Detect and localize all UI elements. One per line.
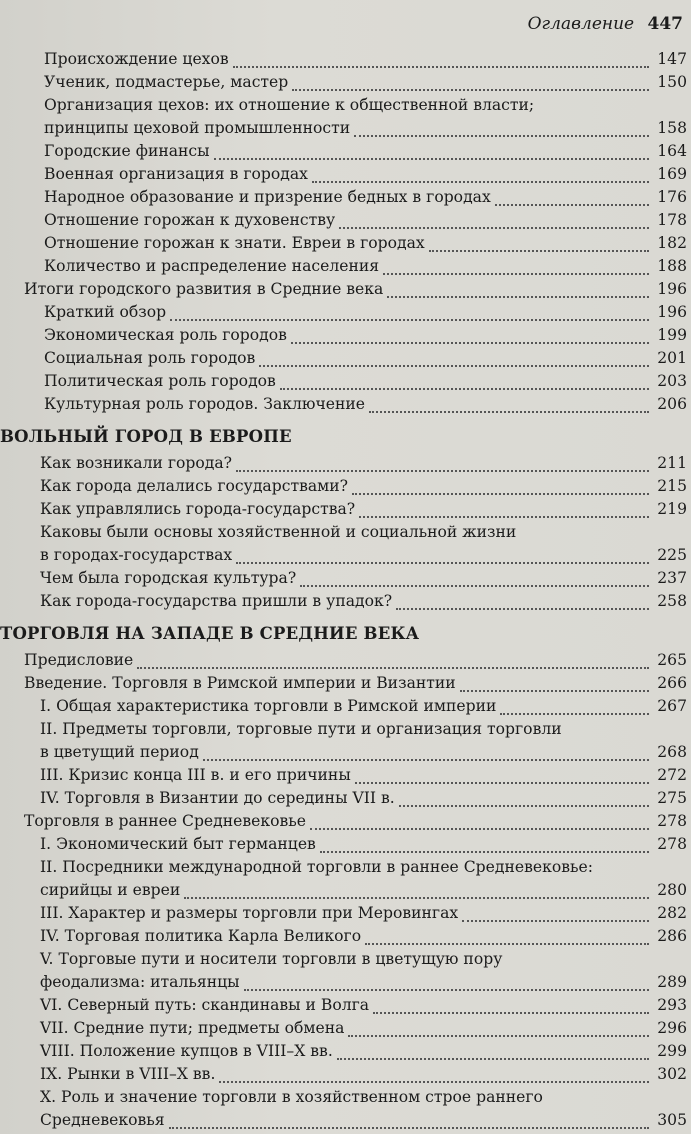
dot-leader: [365, 943, 649, 945]
toc-entry[interactable]: [0, 925, 691, 948]
toc-entry-title: Чем была городская культура?: [40, 569, 297, 587]
dot-leader: [280, 388, 649, 390]
dot-leader: [214, 158, 649, 160]
toc-entry-title-cont: феодализма: итальянцы: [40, 973, 240, 991]
toc-entry-title: Ученик, подмастерье, мастер: [44, 73, 289, 91]
toc-entry-page: 282: [657, 904, 687, 922]
dot-leader: [292, 89, 649, 91]
dot-leader: [396, 608, 649, 610]
toc-entry-continuation[interactable]: [0, 971, 691, 994]
toc-entry-page: 196: [657, 280, 687, 298]
dot-leader: [236, 470, 649, 472]
toc-entry-title: I. Общая характеристика торговли в Римской империи: [40, 697, 497, 715]
toc-entry-title: VII. Средние пути; предметы обмена: [40, 1019, 345, 1037]
toc-entry-title: Как возникали города?: [40, 454, 233, 472]
toc-entry-page: 188: [657, 257, 687, 275]
dot-leader: [236, 562, 649, 564]
toc-entry-title: Организация цехов: их отношение к общественной власти;: [44, 96, 535, 114]
toc-entry-page: 278: [657, 835, 687, 853]
dot-leader: [203, 759, 649, 761]
toc-entry[interactable]: [0, 994, 691, 1017]
toc-entry-title: IX. Рынки в VIII–X вв.: [40, 1065, 216, 1083]
toc-entry-title: Происхождение цехов: [44, 50, 229, 68]
toc-entry[interactable]: [0, 902, 691, 925]
toc-entry-page: 293: [657, 996, 687, 1014]
dot-leader: [354, 135, 649, 137]
dot-leader: [369, 411, 649, 413]
toc-entry-title: VIII. Положение купцов в VIII–X вв.: [40, 1042, 333, 1060]
toc-entry-title: IV. Торговая политика Карла Великого: [40, 927, 362, 945]
dot-leader: [310, 828, 649, 830]
dot-leader: [460, 690, 649, 692]
toc-entry-line[interactable]: [0, 521, 691, 544]
dot-leader: [219, 1081, 649, 1083]
toc-entry-page: 158: [657, 119, 687, 137]
toc-entry-continuation[interactable]: [0, 1109, 691, 1132]
toc-entry-title: Введение. Торговля в Римской империи и Византии: [24, 674, 456, 692]
toc-entry[interactable]: [0, 1063, 691, 1086]
running-head-title: Оглавление: [527, 14, 635, 34]
toc-entry[interactable]: [0, 810, 691, 833]
toc-entry-page: 150: [657, 73, 687, 91]
table-of-contents: [0, 48, 691, 1132]
toc-entry-title: Военная организация в городах: [44, 165, 308, 183]
toc-entry-page: 182: [657, 234, 687, 252]
dot-leader: [462, 920, 649, 922]
dot-leader: [320, 851, 649, 853]
toc-entry-page: 275: [657, 789, 687, 807]
toc-entry-line[interactable]: [0, 718, 691, 741]
toc-entry-page: 296: [657, 1019, 687, 1037]
dot-leader: [300, 585, 649, 587]
toc-entry-title: X. Роль и значение торговли в хозяйственном строе раннего: [40, 1088, 543, 1106]
dot-leader: [291, 342, 649, 344]
toc-entry[interactable]: [0, 787, 691, 810]
toc-entry[interactable]: [0, 232, 691, 255]
dot-leader: [373, 1012, 649, 1014]
toc-entry-line[interactable]: [0, 948, 691, 971]
toc-entry-title: I. Экономический быт германцев: [40, 835, 316, 853]
dot-leader: [137, 667, 649, 669]
toc-entry-page: 272: [657, 766, 687, 784]
dot-leader: [500, 713, 649, 715]
toc-entry-page: 203: [657, 372, 687, 390]
toc-entry-title: III. Кризис конца III в. и его причины: [40, 766, 351, 784]
toc-entry-page: 286: [657, 927, 687, 945]
toc-entry-title-cont: сирийцы и евреи: [40, 881, 181, 899]
toc-entry-title: VI. Северный путь: скандинавы и Волга: [40, 996, 370, 1014]
toc-entry[interactable]: [0, 140, 691, 163]
toc-entry-title: Торговля в раннее Средневековье: [24, 812, 307, 830]
dot-leader: [399, 805, 649, 807]
toc-entry-title: Народное образование и призрение бедных в городах: [44, 188, 491, 206]
toc-entry-line[interactable]: [0, 1086, 691, 1109]
toc-entry[interactable]: [0, 567, 691, 590]
toc-entry-title: III. Характер и размеры торговли при Меровингах: [40, 904, 459, 922]
toc-entry-continuation[interactable]: [0, 117, 691, 140]
toc-entry-page: 147: [657, 50, 687, 68]
toc-entry-title: II. Посредники международной торговли в раннее Средневековье:: [40, 858, 593, 876]
toc-entry-title: Как управлялись города-государства?: [40, 500, 356, 518]
toc-entry-page: 302: [657, 1065, 687, 1083]
toc-entry-page: 219: [657, 500, 687, 518]
dot-leader: [359, 516, 649, 518]
dot-leader: [387, 296, 649, 298]
section-heading: ТОРГОВЛЯ НА ЗАПАДЕ В СРЕДНИЕ ВЕКА: [0, 624, 420, 643]
toc-entry-title: Как города делались государствами?: [40, 477, 349, 495]
dot-leader: [352, 493, 649, 495]
toc-entry-title: Культурная роль городов. Заключение: [44, 395, 366, 413]
toc-entry-page: 299: [657, 1042, 687, 1060]
toc-entry-title: Отношение горожан к духовенству: [44, 211, 336, 229]
toc-entry-page: 278: [657, 812, 687, 830]
toc-entry-continuation[interactable]: [0, 741, 691, 764]
toc-entry-page: 178: [657, 211, 687, 229]
toc-entry-page: 289: [657, 973, 687, 991]
toc-entry-title: Городские финансы: [44, 142, 210, 160]
toc-entry-page: 258: [657, 592, 687, 610]
toc-entry-page: 196: [657, 303, 687, 321]
toc-entry[interactable]: [0, 48, 691, 71]
toc-entry-title-cont: в городах-государствах: [40, 546, 233, 564]
toc-entry-title: IV. Торговля в Византии до середины VII в.: [40, 789, 395, 807]
toc-entry-title-cont: принципы цеховой промышленности: [44, 119, 351, 137]
toc-entry-page: 164: [657, 142, 687, 160]
toc-entry[interactable]: [0, 370, 691, 393]
toc-entry[interactable]: [0, 475, 691, 498]
toc-entry[interactable]: [0, 833, 691, 856]
dot-leader: [259, 365, 649, 367]
toc-entry[interactable]: [0, 301, 691, 324]
toc-entry-page: 176: [657, 188, 687, 206]
toc-entry[interactable]: [0, 1040, 691, 1063]
toc-entry[interactable]: [0, 71, 691, 94]
toc-entry-title: Экономическая роль городов: [44, 326, 287, 344]
toc-entry[interactable]: [0, 672, 691, 695]
dot-leader: [348, 1035, 649, 1037]
toc-entry-line[interactable]: [0, 94, 691, 117]
toc-entry-line[interactable]: [0, 856, 691, 879]
dot-leader: [337, 1058, 649, 1060]
toc-entry[interactable]: [0, 347, 691, 370]
toc-entry-continuation[interactable]: [0, 879, 691, 902]
toc-entry[interactable]: [0, 498, 691, 521]
toc-entry[interactable]: [0, 255, 691, 278]
toc-entry[interactable]: [0, 764, 691, 787]
toc-entry-page: 265: [657, 651, 687, 669]
toc-entry-page: 169: [657, 165, 687, 183]
toc-entry-page: 206: [657, 395, 687, 413]
page-number: 447: [647, 14, 683, 34]
dot-leader: [429, 250, 649, 252]
toc-entry-title: V. Торговые пути и носители торговли в цветущую пору: [40, 950, 503, 968]
toc-entry[interactable]: [0, 163, 691, 186]
toc-entry-title: Количество и распределение населения: [44, 257, 380, 275]
dot-leader: [169, 1127, 649, 1129]
toc-entry-title: Краткий обзор: [44, 303, 167, 321]
toc-entry-page: 225: [657, 546, 687, 564]
toc-entry-page: 266: [657, 674, 687, 692]
toc-entry-title: Отношение горожан к знати. Евреи в городах: [44, 234, 425, 252]
toc-entry[interactable]: [0, 278, 691, 301]
toc-entry[interactable]: [0, 209, 691, 232]
toc-entry[interactable]: [0, 649, 691, 672]
toc-entry-title: Итоги городского развития в Средние века: [24, 280, 384, 298]
running-head: [528, 14, 683, 34]
toc-entry[interactable]: [0, 1017, 691, 1040]
toc-entry-title: Каковы были основы хозяйственной и социальной жизни: [40, 523, 517, 541]
toc-entry[interactable]: [0, 590, 691, 613]
toc-entry[interactable]: [0, 393, 691, 416]
toc-entry-title: II. Предметы торговли, торговые пути и организация торговли: [40, 720, 562, 738]
dot-leader: [339, 227, 649, 229]
toc-entry-page: 280: [657, 881, 687, 899]
dot-leader: [383, 273, 649, 275]
toc-entry[interactable]: [0, 452, 691, 475]
toc-entry-page: 268: [657, 743, 687, 761]
dot-leader: [244, 989, 649, 991]
toc-entry-page: 237: [657, 569, 687, 587]
section-heading: ВОЛЬНЫЙ ГОРОД В ЕВРОПЕ: [0, 427, 292, 446]
toc-entry-title: Как города-государства пришли в упадок?: [40, 592, 393, 610]
toc-entry-title: Политическая роль городов: [44, 372, 276, 390]
toc-entry-page: 305: [657, 1111, 687, 1129]
toc-entry-page: 201: [657, 349, 687, 367]
toc-entry[interactable]: [0, 186, 691, 209]
toc-entry-page: 199: [657, 326, 687, 344]
toc-entry[interactable]: [0, 324, 691, 347]
toc-entry-title-cont: Средневековья: [40, 1111, 165, 1129]
toc-entry-page: 211: [657, 454, 687, 472]
dot-leader: [233, 66, 649, 68]
dot-leader: [184, 897, 649, 899]
toc-entry-page: 215: [657, 477, 687, 495]
toc-entry-title: Предисловие: [24, 651, 134, 669]
dot-leader: [355, 782, 649, 784]
dot-leader: [170, 319, 649, 321]
dot-leader: [495, 204, 649, 206]
toc-entry-title-cont: в цветущий период: [40, 743, 199, 761]
toc-entry-continuation[interactable]: [0, 544, 691, 567]
toc-entry-title: Социальная роль городов: [44, 349, 256, 367]
toc-entry[interactable]: [0, 695, 691, 718]
toc-entry-page: 267: [657, 697, 687, 715]
dot-leader: [312, 181, 649, 183]
